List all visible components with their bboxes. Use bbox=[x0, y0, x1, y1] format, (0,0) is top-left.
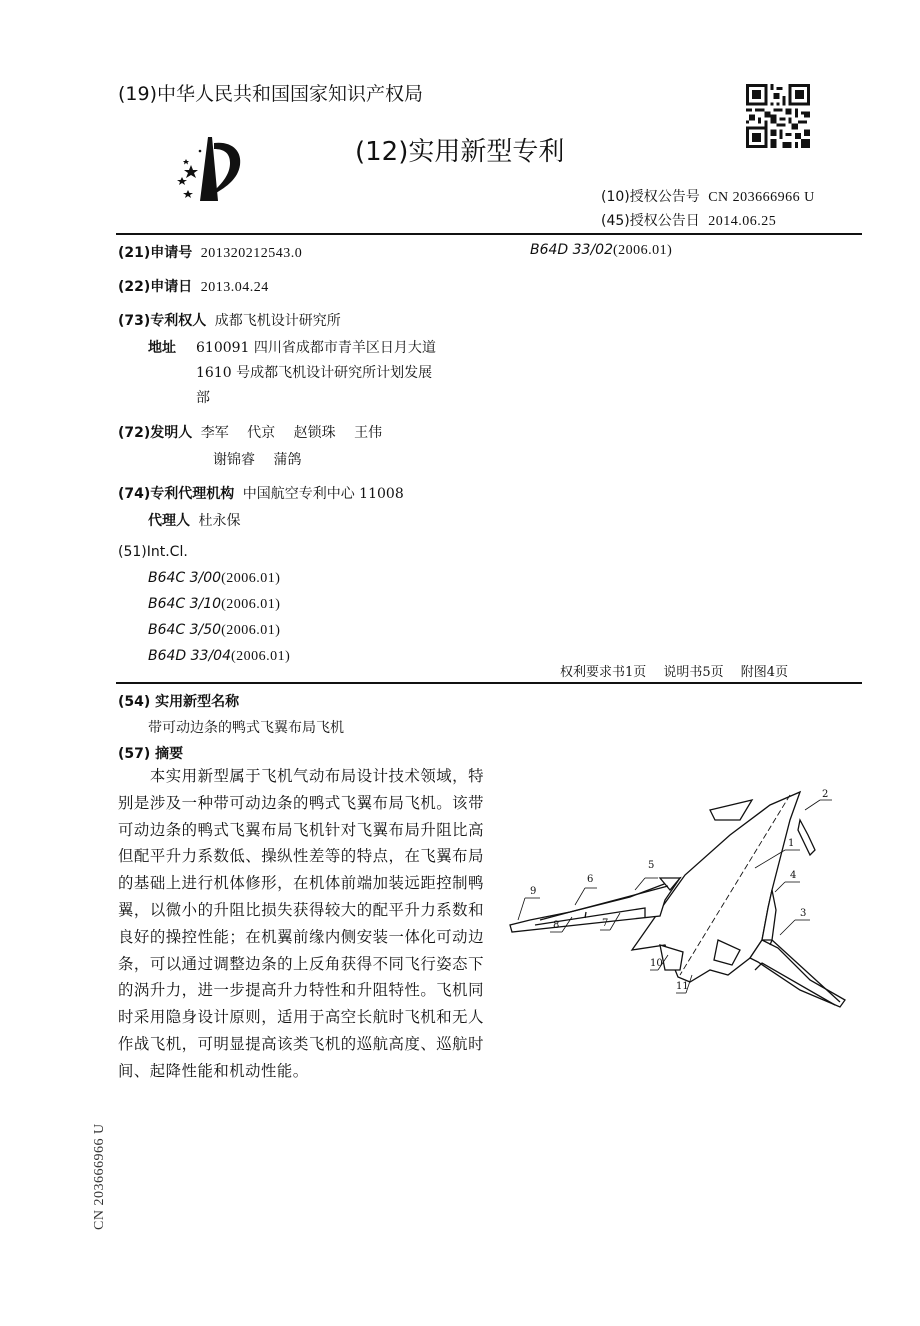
agent-value: 杜永保 bbox=[198, 513, 241, 529]
figure-label: 2 bbox=[822, 789, 829, 800]
intcl-ver: (2006.01) bbox=[221, 571, 281, 586]
header-divider bbox=[116, 233, 862, 235]
cnipa-logo-icon bbox=[162, 135, 252, 205]
side-document-id: CN 203666966 U bbox=[92, 1123, 107, 1230]
agency-label: (74)专利代理机构 bbox=[118, 486, 235, 502]
figure-label: 5 bbox=[648, 860, 655, 871]
office-name: (19)中华人民共和国国家知识产权局 bbox=[118, 83, 424, 105]
abstract-label: (57) 摘要 bbox=[118, 746, 184, 762]
abstract-paragraph: 本实用新型属于飞机气动布局设计技术领域，特别是涉及一种带可动边条的鸭式飞翼布局飞机。该带可动边条的鸭式飞翼布局飞机针对飞翼布局升阻比高但配平升力系数低、操纵性差等的特点，在飞翼布局的基础上进行机体修形，在机体前端加装远距控制鸭翼，以微小的升阻比损失获得较大的配平升力系数和良好的操控性能；在机翼前缘内侧安装一体化可动边条，可以通过调整边条的上反角获得不同飞行姿态下的涡升力，进一步提高升力特性和升阻特性。飞机同时采用隐身设计原则，适用于高空长航时飞机和无人作战飞机，可明显提高该类飞机的巡航高度、巡航时间、起降性能和机动性能。 bbox=[118, 767, 484, 1080]
pub-number-label: (10)授权公告号 bbox=[601, 189, 700, 205]
address-line-2: 1610 号成都飞机设计研究所计划发展 bbox=[196, 365, 433, 381]
address-label: 地址 bbox=[148, 340, 176, 356]
inventors-line-1: 李军 代京 赵锁珠 王伟 bbox=[200, 425, 383, 441]
figure-label: 8 bbox=[553, 920, 560, 931]
application-date bbox=[118, 276, 269, 296]
qr-code-icon[interactable] bbox=[746, 84, 810, 148]
app-date-value: 2013.04.24 bbox=[200, 280, 269, 295]
intcl-code: B64C 3/00 bbox=[148, 570, 222, 586]
agent-label: 代理人 bbox=[148, 513, 190, 529]
address-line-1: 610091 四川省成都市青羊区日月大道 bbox=[196, 340, 436, 356]
agency bbox=[118, 483, 404, 503]
aircraft-figure bbox=[500, 780, 870, 1040]
patentee-label: (73)专利权人 bbox=[118, 313, 207, 329]
app-date-label: (22)申请日 bbox=[118, 279, 193, 295]
patentee-value: 成都飞机设计研究所 bbox=[214, 313, 341, 329]
pub-date-label: (45)授权公告日 bbox=[601, 213, 700, 229]
inventors-line-2: 谢锦睿 蒲鸽 bbox=[213, 452, 302, 468]
agency-value: 中国航空专利中心 11008 bbox=[242, 486, 404, 502]
main-class-ver: (2006.01) bbox=[613, 243, 673, 258]
intcl-ver: (2006.01) bbox=[231, 649, 291, 664]
figure-label: 3 bbox=[800, 908, 807, 919]
figure-label: 4 bbox=[790, 870, 797, 881]
main-classification bbox=[530, 242, 672, 259]
intcl-entry bbox=[148, 622, 280, 639]
pub-date bbox=[601, 210, 776, 230]
main-class-code: B64D 33/02 bbox=[530, 242, 613, 258]
abstract-text bbox=[118, 763, 484, 1085]
application-number bbox=[118, 242, 302, 262]
intcl-entry bbox=[148, 648, 290, 665]
figure-label: 9 bbox=[530, 886, 537, 897]
intcl-entry bbox=[148, 570, 280, 587]
pub-date-value: 2014.06.25 bbox=[708, 214, 777, 229]
pub-number-value: CN 203666966 U bbox=[708, 190, 815, 205]
figure-label: 6 bbox=[587, 874, 594, 885]
figure-label: 7 bbox=[602, 918, 609, 929]
intcl-ver: (2006.01) bbox=[221, 597, 281, 612]
intcl-code: B64C 3/10 bbox=[148, 596, 222, 612]
utility-model-title: 带可动边条的鸭式飞翼布局飞机 bbox=[148, 720, 344, 736]
agent bbox=[148, 510, 240, 530]
app-no-value: 201320212543.0 bbox=[200, 246, 303, 261]
figure-label: 11 bbox=[676, 981, 689, 992]
intcl-code: B64C 3/50 bbox=[148, 622, 222, 638]
app-no-label: (21)申请号 bbox=[118, 245, 193, 261]
intcl-entry bbox=[148, 596, 280, 613]
inventors-label: (72)发明人 bbox=[118, 425, 193, 441]
intcl-ver: (2006.01) bbox=[221, 623, 281, 638]
figure-label: 1 bbox=[788, 838, 795, 849]
pub-number bbox=[601, 186, 815, 206]
biblio-divider bbox=[116, 682, 862, 684]
address-line-3: 部 bbox=[196, 390, 210, 406]
page-counts: 权利要求书1页 说明书5页 附图4页 bbox=[560, 665, 789, 680]
inventors bbox=[118, 422, 382, 442]
patentee bbox=[118, 310, 341, 330]
title-label: (54) 实用新型名称 bbox=[118, 694, 240, 710]
document-type: (12)实用新型专利 bbox=[355, 137, 565, 167]
intcl-code: B64D 33/04 bbox=[148, 648, 231, 664]
intcl-label: (51)Int.Cl. bbox=[118, 544, 188, 560]
figure-label: 10 bbox=[650, 958, 663, 969]
